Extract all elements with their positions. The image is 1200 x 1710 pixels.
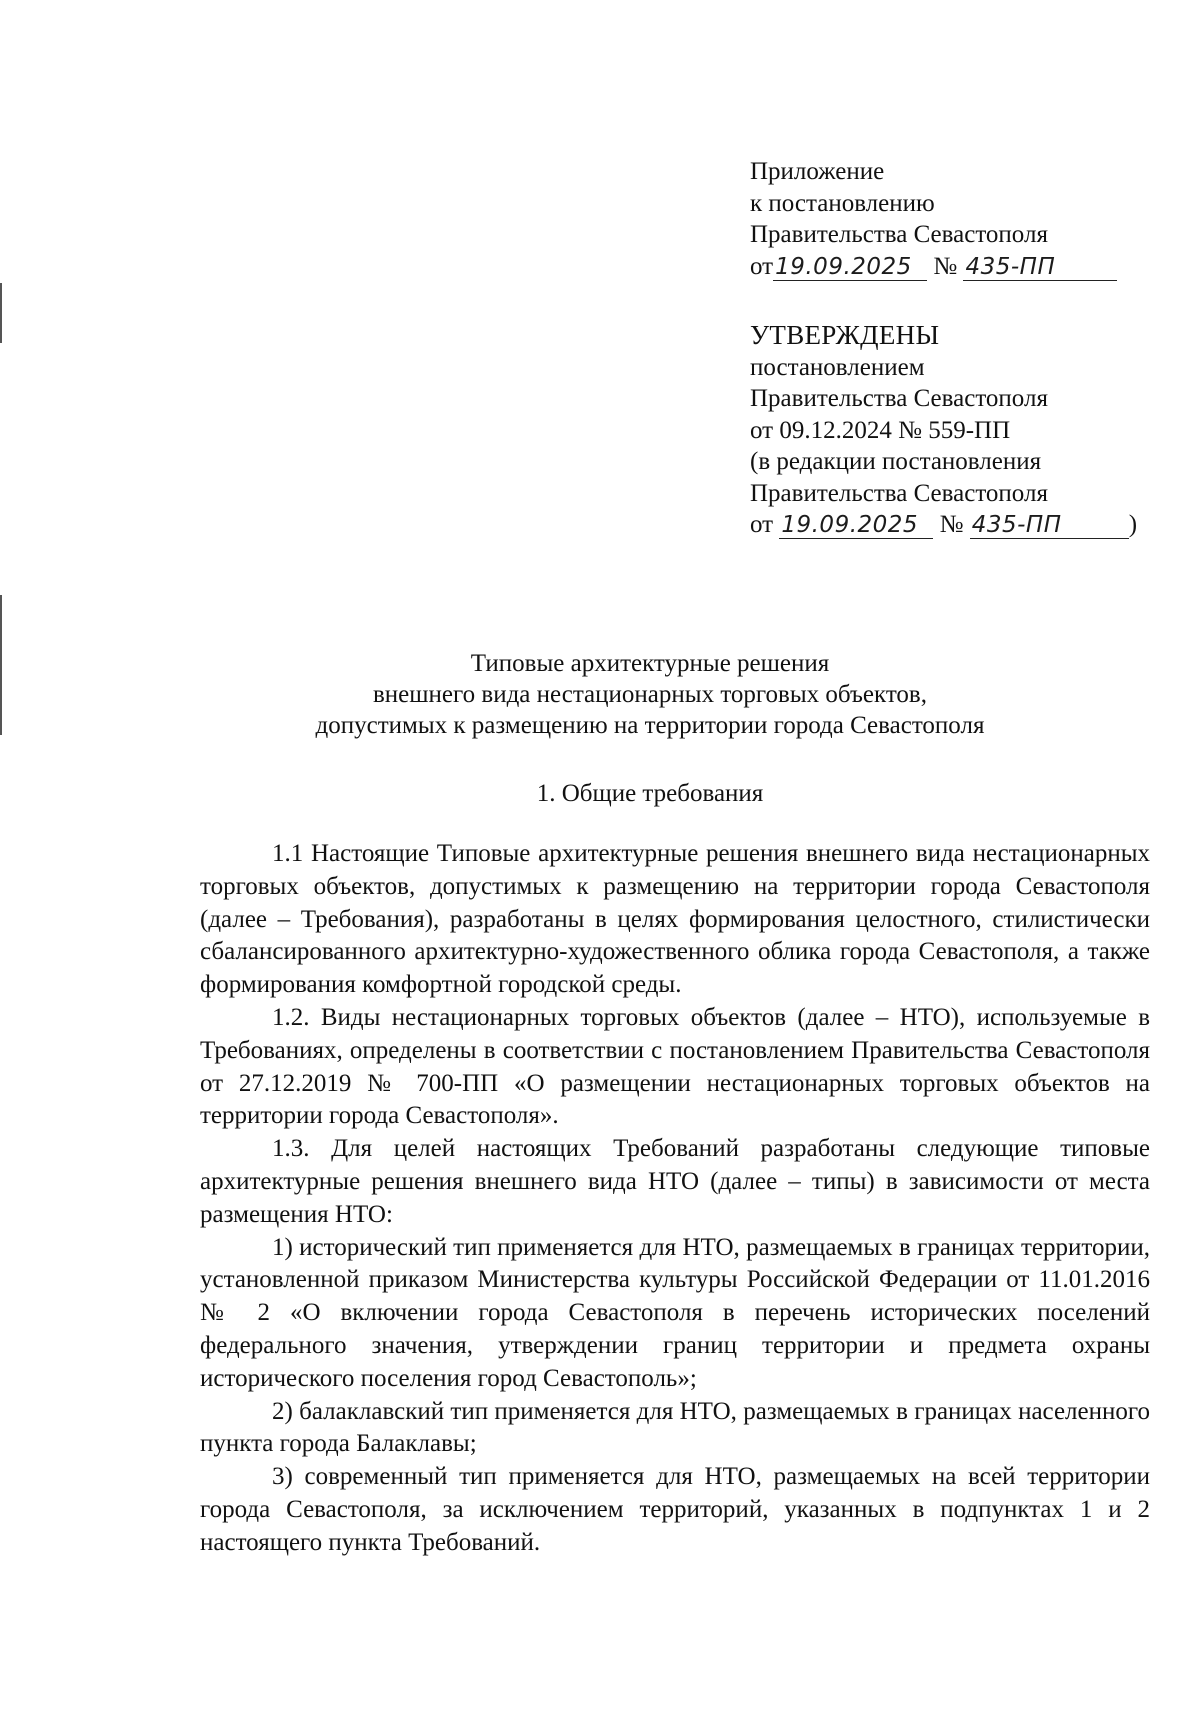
approval-line: от 09.12.2024 № 559-ПП	[750, 416, 1011, 444]
number-label: №	[933, 252, 958, 280]
approval-line: (в редакции постановления	[750, 448, 1042, 475]
from-label: от	[750, 511, 774, 538]
paragraph: 1.1 Настоящие Типовые архитектурные решения внешнего вида нестационарных торговых объектов, допустимых к размещению на территории города Севастополя (далее – Требования), разработаны в целях формирования целостного, стилистически сбалансированного архитектурно-художественного облика города Севастополя, а также формирования комфортной городской среды.	[200, 840, 1150, 999]
number-label: №	[939, 511, 964, 538]
handwritten-date: 19.09.2025	[779, 512, 933, 539]
approval-line: постановлением	[750, 353, 925, 381]
section-heading: 1. Общие требования	[536, 780, 764, 807]
paragraph: 3) современный тип применяется для НТО, размещаемых на всей территории города Севастополя, за исключением территорий, указанных в подпунктах 1 и 2 настоящего пункта Требований.	[200, 1463, 1150, 1556]
scan-edge-mark	[0, 283, 2, 343]
approval-date-line	[750, 509, 1190, 541]
title-line: внешнего вида нестационарных торговых объектов,	[373, 681, 927, 708]
paragraph: 2) балаклавский тип применяется для НТО, размещаемых в границах населенного пункта города Балаклавы;	[200, 1397, 1150, 1458]
paragraph: 1) исторический тип применяется для НТО, размещаемых в границах территории, установленной приказом Министерства культуры Российской Федерации от 11.01.2016 № 2 «О включении города Севастополя в перечень исторических поселений федерального значения, утверждении границ территории и предмета охраны исторического поселения город Севастополь»;	[200, 1233, 1150, 1392]
paragraph: 1.2. Виды нестационарных торговых объектов (далее – НТО), используемые в Требованиях, определены в соответствии с постановлением Правительства Севастополя от 27.12.2019 № 700-ПП «О размещении нестационарных торговых объектов на территории города Севастополя».	[200, 1003, 1150, 1130]
approval-block	[750, 320, 1190, 541]
appendix-line: Приложение	[750, 158, 885, 185]
approval-line: Правительства Севастополя	[750, 479, 1048, 507]
from-label: от	[750, 252, 774, 280]
appendix-date-line	[750, 251, 1170, 283]
appendix-line: к постановлению	[750, 189, 935, 217]
handwritten-number: 435-ПП	[963, 254, 1117, 281]
closing-bracket: )	[1128, 511, 1138, 538]
appendix-line: Правительства Севастополя	[750, 221, 1048, 248]
handwritten-number: 435-ПП	[970, 512, 1129, 539]
approval-line: Правительства Севастополя	[750, 385, 1048, 412]
document-title	[200, 648, 1100, 741]
approval-heading: УТВЕРЖДЕНЫ	[750, 320, 940, 350]
appendix-block	[750, 156, 1170, 282]
title-line: Типовые архитектурные решения	[470, 650, 830, 677]
paragraph: 1.3. Для целей настоящих Требований разработаны следующие типовые архитектурные решения внешнего вида НТО (далее – типы) в зависимости от места размещения НТО:	[200, 1135, 1150, 1228]
document-body	[200, 838, 1150, 1560]
title-line: допустимых к размещению на территории города Севастополя	[315, 712, 985, 739]
handwritten-date: 19.09.2025	[773, 254, 927, 281]
scan-edge-mark	[0, 595, 2, 735]
